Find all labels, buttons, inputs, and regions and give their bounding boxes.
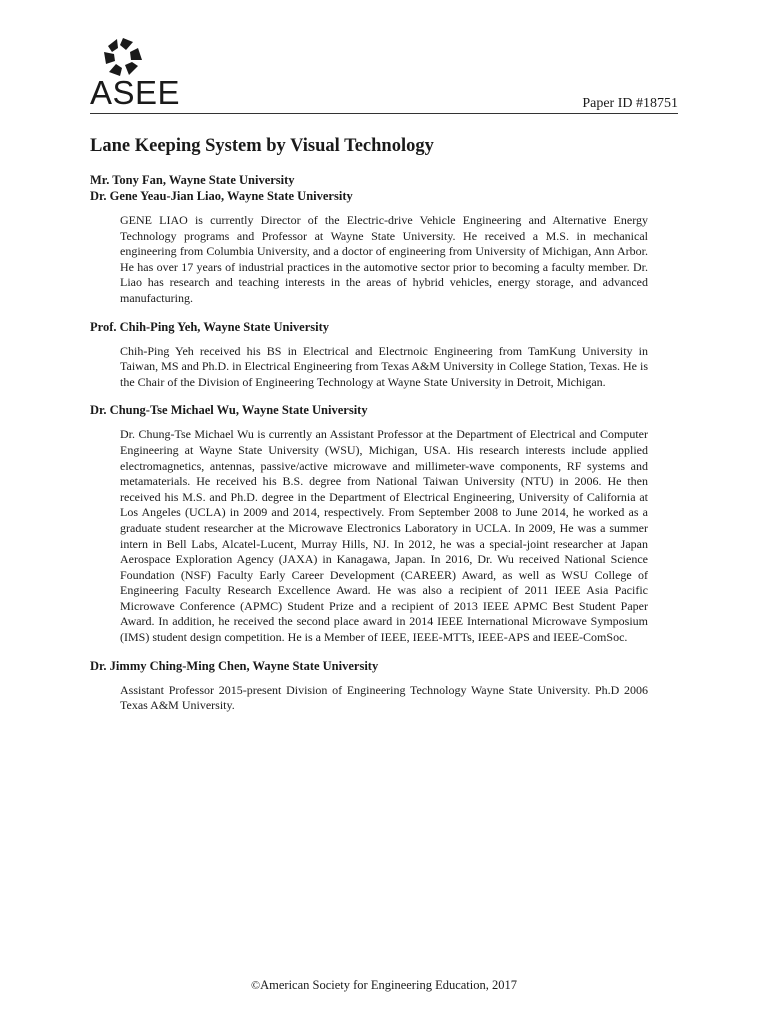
author-bio [120, 344, 648, 391]
author-name: Dr. Chung-Tse Michael Wu, Wayne State University [90, 403, 368, 418]
author-bio [120, 427, 648, 645]
author-bios [90, 172, 648, 726]
author-bio-text: Dr. Chung-Tse Michael Wu is currently an Assistant Professor at the Department of Electrical and Computer Engineering at Wayne State University (WSU), Michigan, USA. His research interests include applied electromagnetics, antennas, passive/active microwave and millimeter-wave components, RF systems and metamaterials. He received his B.S. degree from National Taiwan University (NTU) in 2006. He then received his M.S. and Ph.D. degree in the Department of Electrical Engineering, University of California at Los Angeles (UCLA) in 2009 and 2014, respectively. From September 2008 to June 2014, he worked as a graduate student researcher at the Microwave Electronics Laboratory in UCLA. In 2009, He was a summer intern in Bell Labs, Alcatel-Lucent, Murray Hills, NJ. In 2012, he was a special-joint researcher at Japan Aerospace Exploration Agency (JAXA) in Kanagawa, Japan. In 2016, Dr. Wu received National Science Foundation (NSF) Faculty Early Career Development (CAREER) Award, as well as WSU College of Engineering Faculty Research Excellence Award. He was also a recipient of 2011 IEEE Asia Pacific Microwave Conference (APMC) Student Prize and a recipient of 2013 IEEE APMC Best Student Paper Award. In addition, he received the second place award in 2014 IEEE International Microwave Symposium (IMS) student design competition. He is a Member of IEEE, IEEE-MTTs, IEEE-APS and IEEE-ComSoc. [120, 427, 648, 645]
author-entry [90, 402, 648, 645]
asee-logo-text: ASEE [90, 74, 181, 111]
author-bio-text: Chih-Ping Yeh received his BS in Electrical and Electrnoic Engineering from TamKung University in Taiwan, MS and Ph.D. in Electrical Engineering from Texas A&M University in College Station, Texas. He is the Chair of the Division of Engineering Technology at Wayne State University in Detroit, Michigan. [120, 343, 648, 389]
author-bio [120, 213, 648, 307]
footer-copyright [0, 978, 768, 993]
author-bio [120, 683, 648, 714]
author-bio-text: GENE LIAO is currently Director of the Electric-drive Vehicle Engineering and Alternative Energy Technology programs and Professor at Wayne State University. He received a M.S. in mechanical engineering from Columbia University, and a doctor of engineering from University of Michigan, Ann Arbor. He has over 17 years of industrial practices in the automotive sector prior to becoming a faculty member. Dr. Liao has research and teaching interests in the areas of hybrid vehicles, energy storage, and advanced manufacturing. [120, 213, 648, 305]
asee-logo [90, 36, 181, 112]
author-entry [90, 172, 648, 307]
author-bio-text: Assistant Professor 2015-present Division of Engineering Technology Wayne State University. Ph.D 2006 Texas A&M University. [120, 682, 648, 713]
paper-title: Lane Keeping System by Visual Technology [90, 136, 434, 156]
paper-id: Paper ID #18751 [582, 96, 678, 111]
header-divider [90, 113, 678, 114]
author-entry [90, 658, 648, 714]
author-name: Dr. Gene Yeau-Jian Liao, Wayne State University [90, 189, 353, 203]
author-name: Prof. Chih-Ping Yeh, Wayne State University [90, 319, 330, 334]
asee-logo-icon [102, 36, 144, 78]
author-entry [90, 319, 648, 391]
author-name: Dr. Jimmy Ching-Ming Chen, Wayne State University [90, 658, 379, 673]
author-name: Mr. Tony Fan, Wayne State University [90, 173, 295, 187]
footer-text: American Society for Engineering Education, 2017 [260, 978, 517, 992]
copyright-symbol: © [251, 978, 261, 992]
